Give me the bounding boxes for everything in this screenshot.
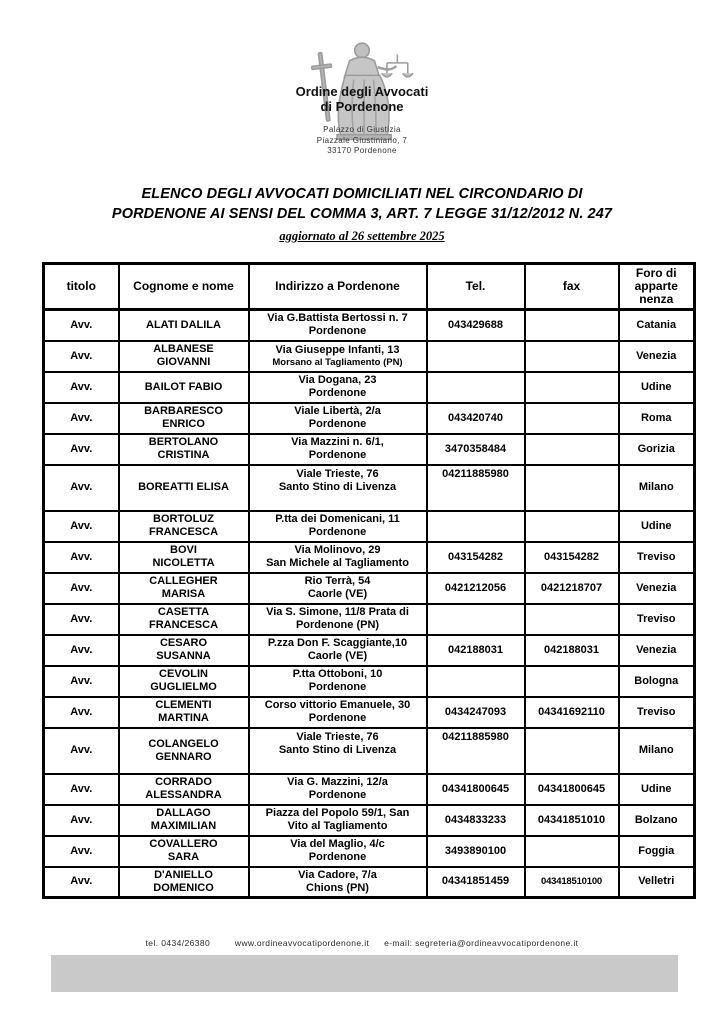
cell-cognome-nome: BORTOLUZ FRANCESCA <box>119 511 249 542</box>
cell-indirizzo: Via Cadore, 7/a Chions (PN) <box>249 867 427 898</box>
cell-foro: Treviso <box>619 604 695 635</box>
cell-fax <box>525 666 619 697</box>
cell-fax <box>525 836 619 867</box>
cell-fax: 0421218707 <box>525 573 619 604</box>
cell-foro: Udine <box>619 372 695 403</box>
org-name-line2: di Pordenone <box>320 99 404 114</box>
table-row <box>44 604 695 635</box>
org-name-line1: Ordine degli Avvocati <box>295 84 429 99</box>
table-row <box>44 542 695 573</box>
cell-foro: Bologna <box>619 666 695 697</box>
cell-foro: Velletri <box>619 867 695 898</box>
cell-cognome-nome: CESARO SUSANNA <box>119 635 249 666</box>
footer-gray-band <box>51 955 678 992</box>
cell-indirizzo: Rio Terrà, 54 Caorle (VE) <box>249 573 427 604</box>
cell-cognome-nome: BAILOT FABIO <box>119 372 249 403</box>
cell-foro: Milano <box>619 465 695 511</box>
cell-indirizzo: Piazza del Popolo 59/1, San Vito al Tagliamento <box>249 805 427 836</box>
cell-tel <box>427 604 525 635</box>
cell-cognome-nome: BOREATTI ELISA <box>119 465 249 511</box>
cell-cognome-nome: ALBANESE GIOVANNI <box>119 341 249 372</box>
cell-indirizzo: P.zza Don F. Scaggiante,10 Caorle (VE) <box>249 635 427 666</box>
cell-foro: Udine <box>619 774 695 805</box>
cell-indirizzo: Via Dogana, 23 Pordenone <box>249 372 427 403</box>
cell-foro: Venezia <box>619 341 695 372</box>
table-row <box>44 728 695 774</box>
header-indirizzo: Indirizzo a Pordenone <box>249 264 427 310</box>
cell-indirizzo: Via G. Mazzini, 12/a Pordenone <box>249 774 427 805</box>
cell-fax <box>525 465 619 511</box>
cell-indirizzo: Viale Trieste, 76 Santo Stino di Livenza <box>249 728 427 774</box>
table-row <box>44 697 695 728</box>
cell-cognome-nome: COLANGELO GENNARO <box>119 728 249 774</box>
cell-tel: 0434833233 <box>427 805 525 836</box>
cell-foro: Roma <box>619 403 695 434</box>
cell-indirizzo: Via del Maglio, 4/c Pordenone <box>249 836 427 867</box>
cell-tel <box>427 511 525 542</box>
page-title <box>0 185 724 224</box>
cell-indirizzo: Via Mazzini n. 6/1, Pordenone <box>249 434 427 465</box>
page-title-line1: ELENCO DEGLI AVVOCATI DOMICILIATI NEL CIRCONDARIO DI <box>141 186 583 202</box>
cell-cognome-nome: D'ANIELLO DOMENICO <box>119 867 249 898</box>
cell-titolo: Avv. <box>44 573 119 604</box>
cell-titolo: Avv. <box>44 341 119 372</box>
updated-date: aggiornato al 26 settembre 2025 <box>279 229 445 243</box>
cell-indirizzo: P.tta dei Domenicani, 11 Pordenone <box>249 511 427 542</box>
cell-fax: 04341851010 <box>525 805 619 836</box>
cell-cognome-nome: BOVI NICOLETTA <box>119 542 249 573</box>
cell-indirizzo: Corso vittorio Emanuele, 30 Pordenone <box>249 697 427 728</box>
cell-cognome-nome: BARBARESCO ENRICO <box>119 403 249 434</box>
header-titolo: titolo <box>44 264 119 310</box>
cell-tel: 042188031 <box>427 635 525 666</box>
table-row <box>44 836 695 867</box>
cell-foro: Treviso <box>619 697 695 728</box>
cell-fax: 043154282 <box>525 542 619 573</box>
footer-email: e-mail: segreteria@ordineavvocatipordenone.it <box>384 938 579 948</box>
cell-titolo: Avv. <box>44 666 119 697</box>
lawyers-table-body <box>44 310 695 898</box>
cell-fax: 042188031 <box>525 635 619 666</box>
cell-tel: 0421212056 <box>427 573 525 604</box>
cell-tel <box>427 341 525 372</box>
cell-foro: Venezia <box>619 635 695 666</box>
cell-indirizzo: Via Molinovo, 29 San Michele al Tagliamento <box>249 542 427 573</box>
cell-tel <box>427 372 525 403</box>
cell-fax <box>525 372 619 403</box>
cell-titolo: Avv. <box>44 805 119 836</box>
cell-tel: 04211885980 <box>427 465 525 511</box>
footer-contact <box>0 938 724 948</box>
cell-titolo: Avv. <box>44 697 119 728</box>
table-row <box>44 635 695 666</box>
cell-fax <box>525 434 619 465</box>
cell-indirizzo: Via S. Simone, 11/8 Prata di Pordenone (PN) <box>249 604 427 635</box>
cell-indirizzo: Via Giuseppe Infanti, 13 Morsano al Tagliamento (PN) <box>249 341 427 372</box>
cell-fax: 043418510100 <box>525 867 619 898</box>
cell-foro: Foggia <box>619 836 695 867</box>
cell-cognome-nome: CASETTA FRANCESCA <box>119 604 249 635</box>
cell-titolo: Avv. <box>44 434 119 465</box>
page-title-line2: PORDENONE AI SENSI DEL COMMA 3, ART. 7 LEGGE 31/12/2012 N. 247 <box>111 205 613 222</box>
cell-titolo: Avv. <box>44 403 119 434</box>
cell-cognome-nome: CEVOLIN GUGLIELMO <box>119 666 249 697</box>
org-name <box>0 84 724 114</box>
cell-titolo: Avv. <box>44 542 119 573</box>
cell-foro: Bolzano <box>619 805 695 836</box>
table-row <box>44 310 695 341</box>
table-row <box>44 434 695 465</box>
table-row <box>44 666 695 697</box>
table-row <box>44 341 695 372</box>
cell-titolo: Avv. <box>44 604 119 635</box>
table-row <box>44 774 695 805</box>
cell-titolo: Avv. <box>44 310 119 341</box>
cell-fax <box>525 341 619 372</box>
footer-website: www.ordineavvocatipordenone.it <box>234 938 370 948</box>
cell-indirizzo: Viale Libertà, 2/a Pordenone <box>249 403 427 434</box>
cell-tel: 04341800645 <box>427 774 525 805</box>
cell-foro: Udine <box>619 511 695 542</box>
cell-fax <box>525 403 619 434</box>
cell-titolo: Avv. <box>44 728 119 774</box>
cell-foro: Gorizia <box>619 434 695 465</box>
cell-titolo: Avv. <box>44 836 119 867</box>
cell-tel: 04341851459 <box>427 867 525 898</box>
cell-fax <box>525 728 619 774</box>
cell-indirizzo: Viale Trieste, 76 Santo Stino di Livenza <box>249 465 427 511</box>
cell-titolo: Avv. <box>44 774 119 805</box>
cell-tel: 04211885980 <box>427 728 525 774</box>
cell-cognome-nome: CLEMENTI MARTINA <box>119 697 249 728</box>
cell-cognome-nome: CALLEGHER MARISA <box>119 573 249 604</box>
table-row <box>44 372 695 403</box>
table-header-row <box>44 264 695 310</box>
cell-cognome-nome: BERTOLANO CRISTINA <box>119 434 249 465</box>
cell-indirizzo: Via G.Battista Bertossi n. 7 Pordenone <box>249 310 427 341</box>
table-row <box>44 805 695 836</box>
header-tel: Tel. <box>427 264 525 310</box>
cell-tel: 3470358484 <box>427 434 525 465</box>
cell-cognome-nome: ALATI DALILA <box>119 310 249 341</box>
cell-fax <box>525 511 619 542</box>
cell-foro: Milano <box>619 728 695 774</box>
cell-titolo: Avv. <box>44 635 119 666</box>
table-row <box>44 511 695 542</box>
header-foro: Foro di apparte nenza <box>619 264 695 310</box>
org-address-line1: Palazzo di Giustizia <box>323 125 401 134</box>
table-row <box>44 573 695 604</box>
org-address-line3: 33170 Pordenone <box>327 146 397 155</box>
cell-titolo: Avv. <box>44 867 119 898</box>
cell-tel <box>427 666 525 697</box>
table-row <box>44 465 695 511</box>
cell-tel: 043154282 <box>427 542 525 573</box>
cell-fax <box>525 310 619 341</box>
cell-cognome-nome: CORRADO ALESSANDRA <box>119 774 249 805</box>
cell-tel: 043420740 <box>427 403 525 434</box>
cell-tel: 043429688 <box>427 310 525 341</box>
cell-foro: Treviso <box>619 542 695 573</box>
cell-titolo: Avv. <box>44 372 119 403</box>
cell-tel: 3493890100 <box>427 836 525 867</box>
org-address <box>0 125 724 157</box>
cell-foro: Catania <box>619 310 695 341</box>
org-address-line2: Piazzale Giustiniano, 7 <box>316 135 408 145</box>
header-fax: fax <box>525 264 619 310</box>
header-cognome-nome: Cognome e nome <box>119 264 249 310</box>
cell-cognome-nome: COVALLERO SARA <box>119 836 249 867</box>
cell-titolo: Avv. <box>44 511 119 542</box>
cell-cognome-nome: DALLAGO MAXIMILIAN <box>119 805 249 836</box>
cell-fax <box>525 604 619 635</box>
cell-titolo: Avv. <box>44 465 119 511</box>
table-row <box>44 403 695 434</box>
cell-fax: 04341692110 <box>525 697 619 728</box>
cell-tel: 0434247093 <box>427 697 525 728</box>
cell-fax: 04341800645 <box>525 774 619 805</box>
cell-indirizzo: P.tta Ottoboni, 10 Pordenone <box>249 666 427 697</box>
cell-foro: Venezia <box>619 573 695 604</box>
table-row <box>44 867 695 898</box>
footer-tel: tel. 0434/26380 <box>145 938 211 948</box>
lawyers-table <box>42 262 696 899</box>
